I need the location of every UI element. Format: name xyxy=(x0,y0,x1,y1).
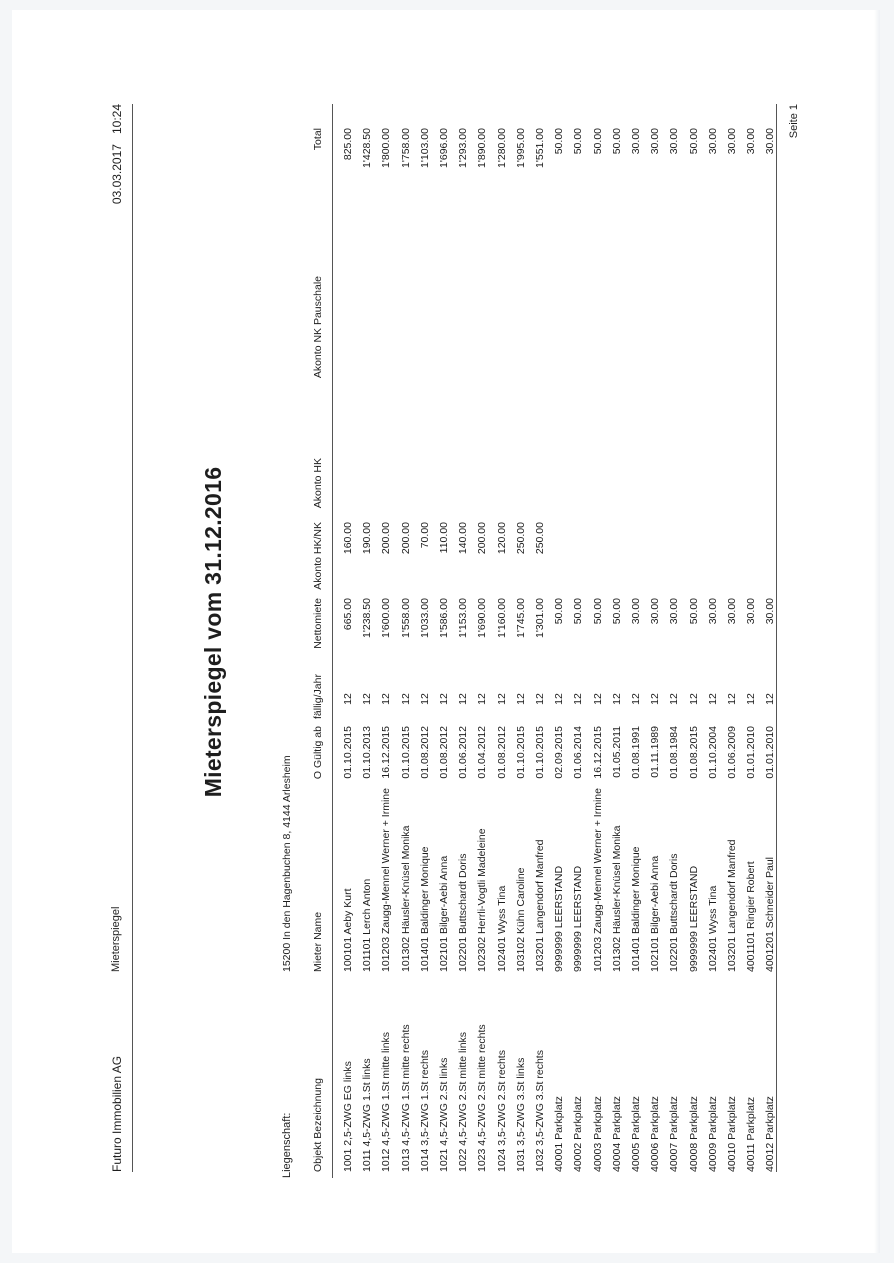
cell-total: 30.00 xyxy=(706,128,719,155)
cell-mieter: 9999999 LEERSTAND xyxy=(687,865,700,972)
cell-objekt: 40008 Parkplatz xyxy=(687,1096,700,1172)
cell-mieter: 103201 Langendorf Manfred xyxy=(726,839,738,972)
cell-objekt: 40003 Parkplatz xyxy=(591,1096,604,1172)
cell-netto: 30.00 xyxy=(726,598,738,625)
cell-gueltig: 01.10.2015 xyxy=(399,726,412,779)
rotated-document xyxy=(106,72,806,1192)
cell-netto: 30.00 xyxy=(668,598,681,625)
cell-netto: 50.00 xyxy=(572,598,585,625)
cell-objekt: 1022 4,5-ZWG 2.St mitte links xyxy=(457,1031,470,1172)
cell-gueltig: 01.10.2015 xyxy=(534,726,546,779)
cell-gueltig: 01.10.2013 xyxy=(361,726,374,779)
cell-gueltig: 01.06.2009 xyxy=(726,726,738,779)
cell-mieter: 102101 Bilger-Aebi Anna xyxy=(438,855,450,972)
company-name: Futuro Immobilien AG xyxy=(110,1055,124,1172)
cell-objekt: 40007 Parkplatz xyxy=(668,1096,681,1172)
cell-netto: 1'586.00 xyxy=(438,598,450,638)
cell-objekt: 40005 Parkplatz xyxy=(630,1096,642,1172)
table-row xyxy=(649,72,669,1192)
cell-gueltig: 01.01.2010 xyxy=(745,726,758,779)
page-title: Mieterspiegel vom 31.12.2016 xyxy=(200,466,226,798)
cell-netto: 30.00 xyxy=(706,598,719,625)
table-row xyxy=(361,72,381,1192)
cell-objekt: 40006 Parkplatz xyxy=(649,1096,662,1172)
footer-rule xyxy=(776,104,777,1172)
cell-objekt: 1023 4,5-ZWG 2.St mitte rechts xyxy=(476,1024,489,1172)
cell-objekt: 40004 Parkplatz xyxy=(610,1096,623,1172)
print-date: 03.03.2017 xyxy=(110,144,124,205)
cell-hknk: 200.00 xyxy=(380,522,393,555)
cell-mieter: 9999999 LEERSTAND xyxy=(553,865,566,972)
table-row xyxy=(611,72,631,1192)
cell-faellig: 12 xyxy=(610,693,623,705)
col-header-total: Total xyxy=(312,128,324,151)
table-row xyxy=(476,72,496,1192)
cell-gueltig: 01.06.2012 xyxy=(457,726,470,779)
table-header-rule xyxy=(332,104,333,1178)
table-row xyxy=(553,72,573,1192)
cell-gueltig: 01.10.2015 xyxy=(342,726,354,779)
table-row xyxy=(534,72,554,1192)
document-type: Mieterspiegel xyxy=(110,906,122,972)
table-row xyxy=(438,72,458,1192)
cell-netto: 1'745.00 xyxy=(514,598,527,638)
cell-netto: 1'600.00 xyxy=(380,598,393,638)
cell-netto: 30.00 xyxy=(630,598,642,625)
cell-mieter: 9999999 LEERSTAND xyxy=(572,865,585,972)
cell-hknk: 190.00 xyxy=(361,522,374,555)
cell-mieter: 102101 Bilger-Aebi Anna xyxy=(649,855,662,972)
table-row xyxy=(630,72,650,1192)
cell-netto: 665.00 xyxy=(342,598,354,631)
cell-total: 50.00 xyxy=(610,128,623,155)
cell-objekt: 1014 3,5-ZWG 1.St rechts xyxy=(418,1050,431,1172)
cell-faellig: 12 xyxy=(457,693,470,705)
col-header-objekt: Objekt Bezeichnung xyxy=(312,1078,324,1172)
table-row xyxy=(515,72,535,1192)
cell-hknk: 250.00 xyxy=(534,522,546,555)
cell-objekt: 1032 3,5-ZWG 3.St rechts xyxy=(534,1050,546,1172)
cell-mieter: 103102 Kühn Caroline xyxy=(514,867,527,972)
cell-mieter: 4001201 Schneider Paul xyxy=(764,856,777,972)
cell-faellig: 12 xyxy=(649,693,662,705)
cell-faellig: 12 xyxy=(495,693,508,705)
cell-faellig: 12 xyxy=(591,693,604,705)
cell-gueltig: 01.05.2011 xyxy=(610,726,623,778)
cell-gueltig: 01.04.2012 xyxy=(476,726,489,779)
cell-hknk: 200.00 xyxy=(399,522,412,555)
cell-hknk: 140.00 xyxy=(457,522,470,555)
cell-netto: 1'238.50 xyxy=(361,598,374,638)
col-header-hknk: Akonto HK/NK xyxy=(312,522,324,590)
table-row xyxy=(707,72,727,1192)
cell-mieter: 101401 Baldinger Monique xyxy=(418,846,431,972)
cell-faellig: 12 xyxy=(572,693,585,705)
cell-hknk: 160.00 xyxy=(342,522,354,555)
cell-faellig: 12 xyxy=(726,693,738,705)
cell-netto: 50.00 xyxy=(591,598,604,625)
scan-shadow xyxy=(874,10,880,1253)
table-row xyxy=(668,72,688,1192)
cell-faellig: 12 xyxy=(418,693,431,705)
cell-objekt: 1001 2,5-ZWG EG links xyxy=(342,1061,354,1172)
print-time: 10:24 xyxy=(110,104,124,135)
cell-gueltig: 16.12.2015 xyxy=(591,726,604,779)
cell-total: 30.00 xyxy=(726,128,738,155)
cell-mieter: 101203 Zaugg-Mennel Werner + Irmine xyxy=(591,788,604,972)
cell-gueltig: 01.08.1991 xyxy=(630,726,642,779)
property-label: Liegenschaft: xyxy=(281,1112,293,1178)
cell-gueltig: 01.08.2015 xyxy=(687,726,700,779)
cell-mieter: 102401 Wyss Tina xyxy=(706,885,719,972)
cell-total: 30.00 xyxy=(764,128,777,155)
cell-total: 30.00 xyxy=(649,128,662,155)
cell-netto: 1'160.00 xyxy=(495,598,508,638)
cell-hknk: 70.00 xyxy=(418,522,431,549)
cell-faellig: 12 xyxy=(630,693,642,705)
scanned-page xyxy=(12,10,880,1253)
cell-faellig: 12 xyxy=(514,693,527,705)
table-row xyxy=(764,72,784,1192)
cell-objekt: 40011 Parkplatz xyxy=(745,1096,758,1172)
cell-netto: 30.00 xyxy=(745,598,758,625)
col-header-pauschale: Akonto NK Pauschale xyxy=(312,276,324,379)
cell-total: 30.00 xyxy=(668,128,681,155)
cell-netto: 1'033.00 xyxy=(418,598,431,638)
cell-faellig: 12 xyxy=(706,693,719,705)
cell-hknk: 200.00 xyxy=(476,522,489,555)
table-header xyxy=(312,72,332,1192)
cell-faellig: 12 xyxy=(745,693,758,705)
cell-mieter: 4001101 Ringier Robert xyxy=(745,861,758,972)
cell-mieter: 102201 Buttschardt Doris xyxy=(668,853,681,972)
print-datetime xyxy=(110,104,124,204)
cell-total: 1'890.00 xyxy=(476,128,489,168)
table-row xyxy=(496,72,516,1192)
cell-objekt: 1024 3,5-ZWG 2.St rechts xyxy=(495,1050,508,1172)
cell-total: 50.00 xyxy=(572,128,585,155)
cell-faellig: 12 xyxy=(668,693,681,705)
cell-total: 50.00 xyxy=(591,128,604,155)
table-row xyxy=(726,72,746,1192)
cell-netto: 30.00 xyxy=(649,598,662,625)
cell-objekt: 1013 4,5-ZWG 1.St mitte rechts xyxy=(399,1024,412,1172)
cell-total: 1'551.00 xyxy=(534,128,546,168)
table-row xyxy=(572,72,592,1192)
cell-gueltig: 01.10.2015 xyxy=(514,726,527,779)
cell-total: 50.00 xyxy=(553,128,566,155)
table-row xyxy=(457,72,477,1192)
cell-netto: 50.00 xyxy=(687,598,700,625)
cell-total: 30.00 xyxy=(630,128,642,155)
col-header-netto: Nettomiete xyxy=(312,598,324,649)
cell-objekt: 1011 4,5-ZWG 1.St links xyxy=(361,1058,374,1172)
cell-total: 825.00 xyxy=(342,128,354,161)
cell-netto: 30.00 xyxy=(764,598,777,625)
col-header-faellig: fällig/Jahr xyxy=(312,674,324,719)
cell-gueltig: 01.08.2012 xyxy=(438,726,450,779)
cell-faellig: 12 xyxy=(342,693,354,705)
cell-total: 1'758.00 xyxy=(399,128,412,168)
cell-faellig: 12 xyxy=(399,693,412,705)
table-row xyxy=(380,72,400,1192)
col-header-hk: Akonto HK xyxy=(312,458,324,509)
cell-gueltig: 16.12.2015 xyxy=(380,726,393,779)
table-row xyxy=(592,72,612,1192)
cell-hknk: 250.00 xyxy=(514,522,527,555)
cell-total: 1'280.00 xyxy=(495,128,508,168)
cell-hknk: 110.00 xyxy=(438,522,450,554)
cell-netto: 50.00 xyxy=(553,598,566,625)
cell-faellig: 12 xyxy=(687,693,700,705)
cell-mieter: 101302 Häusler-Knüsel Monika xyxy=(399,825,412,972)
cell-netto: 1'153.00 xyxy=(457,598,470,638)
cell-gueltig: 01.06.2014 xyxy=(572,726,585,779)
cell-faellig: 12 xyxy=(476,693,489,705)
cell-total: 1'800.00 xyxy=(380,128,393,168)
cell-total: 1'103.00 xyxy=(418,128,431,168)
cell-gueltig: 01.10.2004 xyxy=(706,726,719,779)
header-rule xyxy=(132,104,133,1172)
cell-faellig: 12 xyxy=(764,693,777,705)
cell-mieter: 102302 Herrli-Vogtli Madeleine xyxy=(476,828,489,972)
cell-faellig: 12 xyxy=(534,693,546,705)
cell-netto: 1'558.00 xyxy=(399,598,412,638)
cell-total: 30.00 xyxy=(745,128,758,155)
cell-gueltig: 01.08.2012 xyxy=(418,726,431,779)
cell-gueltig: 01.11.1989 xyxy=(649,726,662,778)
cell-objekt: 40010 Parkplatz xyxy=(726,1096,738,1172)
cell-mieter: 101101 Lerch Anton xyxy=(361,878,374,972)
cell-gueltig: 01.01.2010 xyxy=(764,726,777,779)
cell-mieter: 102201 Buttschardt Doris xyxy=(457,853,470,972)
cell-mieter: 101203 Zaugg-Mennel Werner + Irmine xyxy=(380,788,393,972)
cell-hknk: 120.00 xyxy=(495,522,508,555)
cell-objekt: 1021 4,5-ZWG 2.St links xyxy=(438,1057,450,1172)
table-row xyxy=(745,72,765,1192)
cell-objekt: 40009 Parkplatz xyxy=(706,1096,719,1172)
cell-netto: 50.00 xyxy=(610,598,623,625)
cell-mieter: 102401 Wyss Tina xyxy=(495,885,508,972)
cell-gueltig: 02.09.2015 xyxy=(553,726,566,779)
table-row xyxy=(688,72,708,1192)
table-row xyxy=(400,72,420,1192)
page-number: Seite 1 xyxy=(788,104,800,139)
cell-total: 1'293.00 xyxy=(457,128,470,168)
cell-objekt: 40012 Parkplatz xyxy=(764,1096,777,1172)
col-header-gueltig: O Gültig ab xyxy=(312,726,324,780)
cell-objekt: 40001 Parkplatz xyxy=(553,1096,566,1172)
cell-mieter: 100101 Aeby Kurt xyxy=(342,888,354,972)
cell-netto: 1'301.00 xyxy=(534,598,546,638)
cell-mieter: 103201 Langendorf Manfred xyxy=(534,839,546,972)
cell-mieter: 101302 Häusler-Knüsel Monika xyxy=(610,825,623,972)
cell-mieter: 101401 Baldinger Monique xyxy=(630,846,642,972)
cell-objekt: 1012 4,5-ZWG 1.St mitte links xyxy=(380,1031,393,1172)
property-value: 15200 In den Hagenbuchen 8, 4144 Arlesheim xyxy=(281,755,293,972)
cell-total: 50.00 xyxy=(687,128,700,155)
col-header-mieter: Mieter Name xyxy=(312,911,324,972)
cell-netto: 1'690.00 xyxy=(476,598,489,638)
cell-gueltig: 01.08.2012 xyxy=(495,726,508,779)
cell-faellig: 12 xyxy=(438,693,450,705)
cell-faellig: 12 xyxy=(380,693,393,705)
cell-objekt: 1031 3,5-ZWG 3.St links xyxy=(514,1057,527,1172)
cell-total: 1'428.50 xyxy=(361,128,374,168)
cell-total: 1'696.00 xyxy=(438,128,450,168)
cell-objekt: 40002 Parkplatz xyxy=(572,1096,585,1172)
cell-total: 1'995.00 xyxy=(514,128,527,168)
table-row xyxy=(342,72,362,1192)
table-row xyxy=(419,72,439,1192)
cell-gueltig: 01.08.1984 xyxy=(668,726,681,779)
cell-faellig: 12 xyxy=(361,693,374,705)
cell-faellig: 12 xyxy=(553,693,566,705)
